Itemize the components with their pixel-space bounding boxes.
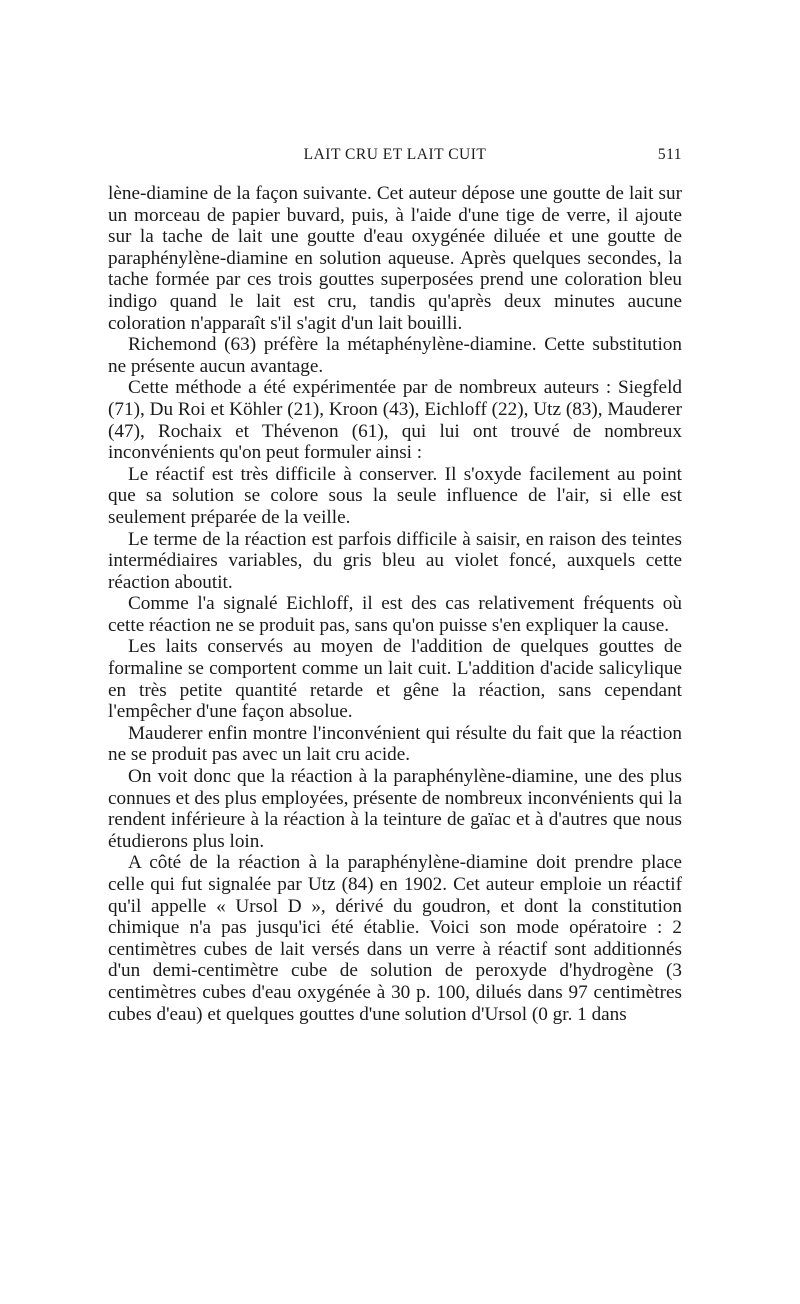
paragraph-reaction-endpoint: Le terme de la réaction est parfois difficile à saisir, en raison des teintes intermédiaires variables, du gris bleu au violet foncé, auxquels cette réaction aboutit. [108,528,682,593]
paragraph-conclusion: On voit donc que la réaction à la paraphénylène-diamine, une des plus connues et des plus employées, présente de nombreux inconvénients qui la rendent inférieure à la réaction à la teinture de gaïac et à d'autres que nous étudierons plus loin. [108,766,682,852]
paragraph-ursol: A côté de la réaction à la paraphénylène-diamine doit prendre place celle qui fut signalée par Utz (84) en 1902. Cet auteur emploie un réactif qu'il appelle « Ursol D », dérivé du goudron, et dont la constitution chimique n'a pas jusqu'ici été établie. Voici son mode opératoire : 2 centimètres cubes de lait versés dans un verre à réactif sont additionnés d'un demi-centimètre cube de solution de peroxyde d'hydrogène (3 centimètres cubes d'eau oxygénée à 30 p. 100, dilués dans 97 centimètres cubes d'eau) et quelques gouttes d'une solution d'Ursol (0 gr. 1 dans [108,852,682,1025]
paragraph-richemond: Richemond (63) préfère la métaphénylène-diamine. Cette substitution ne présente aucun avantage. [108,334,682,377]
running-title: LAIT CRU ET LAIT CUIT [303,146,487,163]
paragraph-method-authors: Cette méthode a été expérimentée par de nombreux auteurs : Siegfeld (71), Du Roi et Köhler (21), Kroon (43), Eichloff (22), Utz (83), Mauderer (47), Rochaix et Thévenon (61), qui lui ont trouvé de nombreux inconvénients qu'on peut formuler ainsi : [108,377,682,464]
page-number: 511 [657,146,682,163]
running-head [108,146,682,168]
body-text [108,183,682,1025]
paragraph-reagent-stability: Le réactif est très difficile à conserver. Il s'oxyde facilement au point que sa solution se colore sous la seule influence de l'air, si elle est seulement préparée de la veille. [108,463,682,528]
paragraph-eichloff: Comme l'a signalé Eichloff, il est des cas relativement fréquents où cette réaction ne se produit pas, sans qu'on puisse s'en expliquer la cause. [108,593,682,636]
paragraph-continued: lène-diamine de la façon suivante. Cet auteur dépose une goutte de lait sur un morceau de papier buvard, puis, à l'aide d'une tige de verre, il ajoute sur la tache de lait une goutte d'eau oxygénée diluée et une goutte de paraphénylène-diamine en solution aqueuse. Après quelques secondes, la tache formée par ces trois gouttes superposées prend une coloration bleu indigo quand le lait est cru, tandis qu'après deux minutes aucune coloration n'apparaît s'il s'agit d'un lait bouilli. [108,183,682,334]
paragraph-preserved-milk: Les laits conservés au moyen de l'addition de quelques gouttes de formaline se comportent comme un lait cuit. L'addition d'acide salicylique en très petite quantité retarde et gêne la réaction, sans cependant l'empêcher d'une façon absolue. [108,636,682,723]
paragraph-mauderer: Mauderer enfin montre l'inconvénient qui résulte du fait que la réaction ne se produit pas avec un lait cru acide. [108,722,682,766]
